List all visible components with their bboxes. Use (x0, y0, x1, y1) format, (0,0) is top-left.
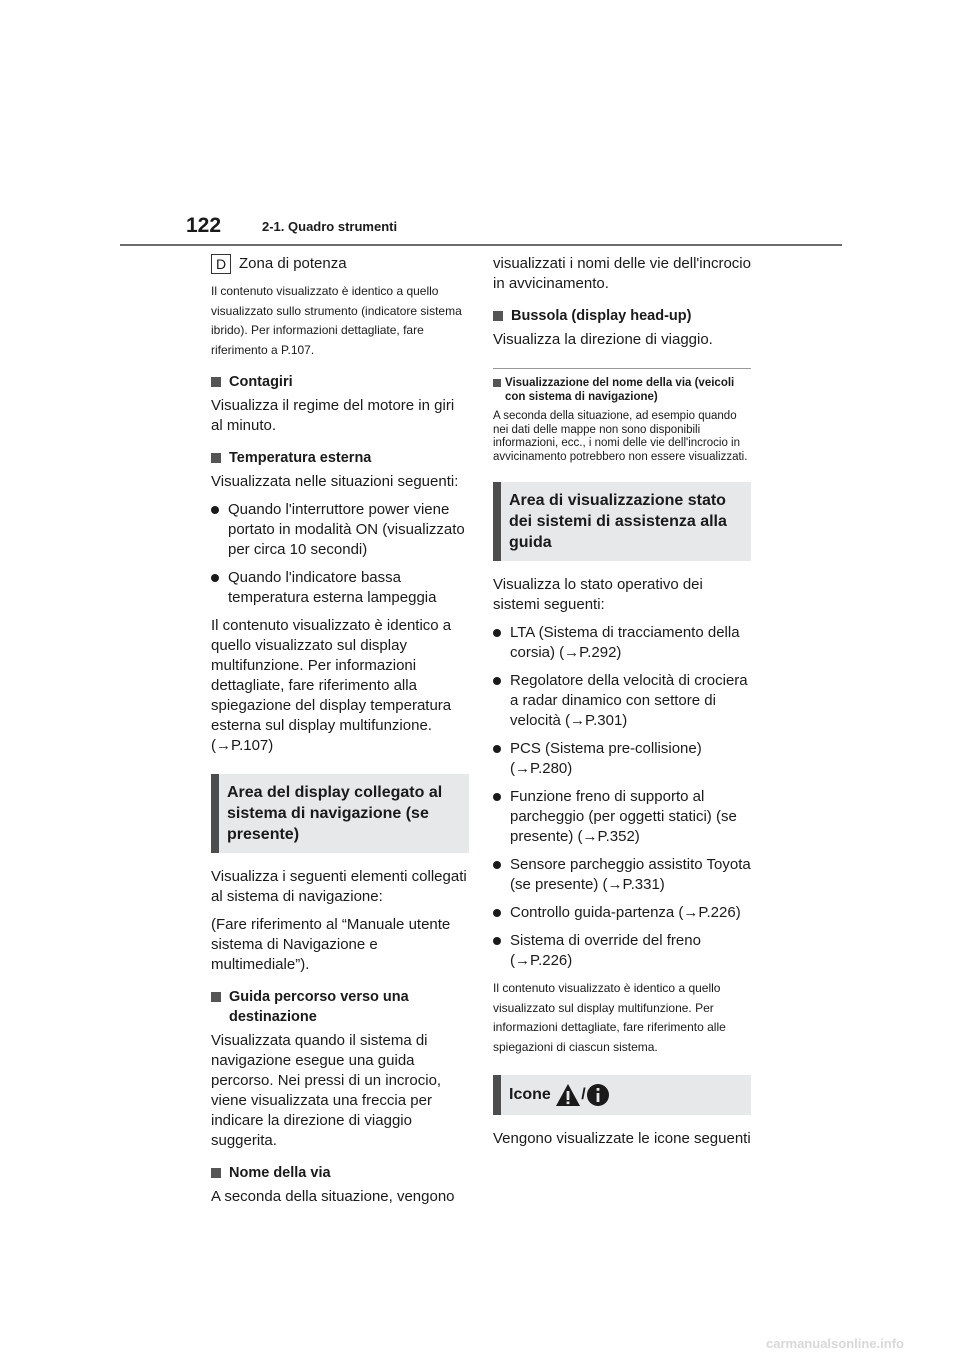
paragraph-bussola: Visualizza la direzione di viaggio. (493, 331, 713, 348)
divider (493, 368, 751, 369)
bullet-dot-icon (493, 793, 501, 801)
heading-guida (229, 987, 469, 1027)
bullet-text: Sensore parcheggio assistito Toyota (se presente) (→P.331) (510, 856, 751, 893)
square-bullet-icon (211, 1168, 221, 1178)
heading-visualizzazione-nome (505, 377, 751, 404)
heading-temperatura (229, 448, 469, 468)
square-bullet-icon (211, 992, 221, 1002)
bullet-text: Quando l'indicatore bassa temperatura esterna lampeggia (228, 569, 437, 607)
heading-bussola-text: Bussola (display head-up) (511, 308, 692, 324)
heading-temperatura-text: Temperatura esterna (229, 450, 372, 467)
paragraph-icone: Vengono visualizzate le icone seguenti (493, 1130, 751, 1147)
section-box-navigazione: Area del display collegato al sistema di navigazione (se presente) (211, 774, 469, 853)
zone-d-note: Il contenuto visualizzato è identico a quello visualizzato sullo strumento (indicatore sistema ibrido). Per informazioni dettagliate, fare riferimento a P.107. (211, 284, 462, 357)
bullet-item (211, 500, 469, 560)
heading-guida-text: Guida percorso verso una destinazione (229, 989, 409, 1026)
info-circle-icon (586, 1083, 610, 1107)
heading-contagiri (229, 372, 469, 392)
icon-separator: / (581, 1086, 586, 1104)
paragraph-guida: Visualizzata quando il sistema di navigazione esegue una guida percorso. Nei pressi di un incrocio, viene visualizzata una freccia per indicare la direzione di viaggio suggerita. (211, 1032, 442, 1150)
bullet-item (493, 671, 751, 731)
bullet-item (493, 787, 751, 847)
paragraph-assistenza: Visualizza lo stato operativo dei sistemi seguenti: (493, 576, 703, 613)
bullet-item (493, 903, 751, 923)
bullet-dot-icon (493, 861, 501, 869)
bullet-dot-icon (211, 574, 219, 582)
bullet-item (493, 855, 751, 895)
square-bullet-icon (493, 311, 503, 321)
paragraph-nav-1: Visualizza i seguenti elementi collegati al sistema di navigazione: (211, 868, 467, 906)
paragraph-nav-2: (Fare riferimento al “Manuale utente sistema di Navigazione e multimediale”). (211, 916, 451, 974)
paragraph-via-cont: visualizzati i nomi delle vie dell'incrocio in avvicinamento. (493, 255, 751, 292)
bullet-item (211, 568, 469, 608)
left-column (211, 254, 469, 1215)
bullet-dot-icon (493, 745, 501, 753)
heading-via (229, 1163, 469, 1183)
warning-triangle-icon (555, 1083, 581, 1107)
heading-visualizzazione-nome-text: Visualizzazione del nome della via (veicoli con sistema di navigazione) (505, 377, 735, 403)
right-column (493, 254, 751, 1157)
watermark: carmanualsonline.info (766, 1336, 904, 1351)
bullet-dot-icon (493, 629, 501, 637)
bullet-text: PCS (Sistema pre-collisione) (→P.280) (510, 740, 702, 777)
bullet-dot-icon (493, 909, 501, 917)
paragraph-temperatura-2: Il contenuto visualizzato è identico a quello visualizzato sul display multifunzione. Per informazioni dettagliate, fare riferimento alla spiegazione del display temperatura esterna sul display multifunzione. (→P.107) (211, 617, 452, 755)
paragraph-contagiri: Visualizza il regime del motore in giri al minuto. (211, 397, 455, 435)
heading-contagiri-text: Contagiri (229, 374, 293, 391)
zone-d-text: Zona di potenza (239, 255, 347, 272)
section-box-assistenza: Area di visualizzazione stato dei sistemi di assistenza alla guida (493, 482, 751, 561)
section-title: 2-1. Quadro strumenti (262, 219, 398, 234)
bullet-item (493, 739, 751, 779)
paragraph-visualizzazione-nome: A seconda della situazione, ad esempio quando nei dati delle mappe non sono disponibili informazioni, ecc., i nomi delle vie dell'incrocio in avvicinamento potrebbero non essere visualizzati. (493, 410, 748, 463)
bullet-text: LTA (Sistema di tracciamento della corsia) (→P.292) (510, 624, 740, 661)
bullet-dot-icon (493, 937, 501, 945)
bullet-text: Controllo guida-partenza (→P.226) (510, 904, 741, 921)
paragraph-via: A seconda della situazione, vengono (211, 1188, 455, 1206)
square-bullet-icon (211, 377, 221, 387)
bullet-text: Quando l'interruttore power viene portato in modalità ON (visualizzato per circa 10 secondi) (228, 501, 465, 559)
page-number: 122 (186, 214, 222, 237)
header-rule (120, 244, 842, 246)
heading-via-text: Nome della via (229, 1165, 331, 1182)
bullet-item (493, 623, 751, 663)
bullet-item (493, 931, 751, 971)
bullet-text: Regolatore della velocità di crociera a radar dinamico con settore di velocità (→P.301) (510, 672, 748, 729)
zone-d-title (211, 254, 469, 274)
bullet-dot-icon (493, 677, 501, 685)
heading-bussola (511, 306, 751, 326)
square-bullet-icon (211, 453, 221, 463)
bullet-text: Sistema di override del freno (→P.226) (510, 932, 701, 969)
bullet-dot-icon (211, 506, 219, 514)
note-assistenza: Il contenuto visualizzato è identico a quello visualizzato sul display multifunzione. Per informazioni dettagliate, fare riferimento alle spiegazioni di ciascun sistema. (493, 981, 726, 1054)
bullet-text: Funzione freno di supporto al parcheggio (per oggetti statici) (se presente) (→P.352) (510, 788, 737, 845)
section-box-icone-text: Icone (509, 1086, 551, 1104)
zone-d-label: D (211, 254, 231, 274)
square-bullet-icon (493, 379, 501, 387)
paragraph-temperatura: Visualizzata nelle situazioni seguenti: (211, 473, 459, 491)
section-box-icone (493, 1075, 751, 1115)
